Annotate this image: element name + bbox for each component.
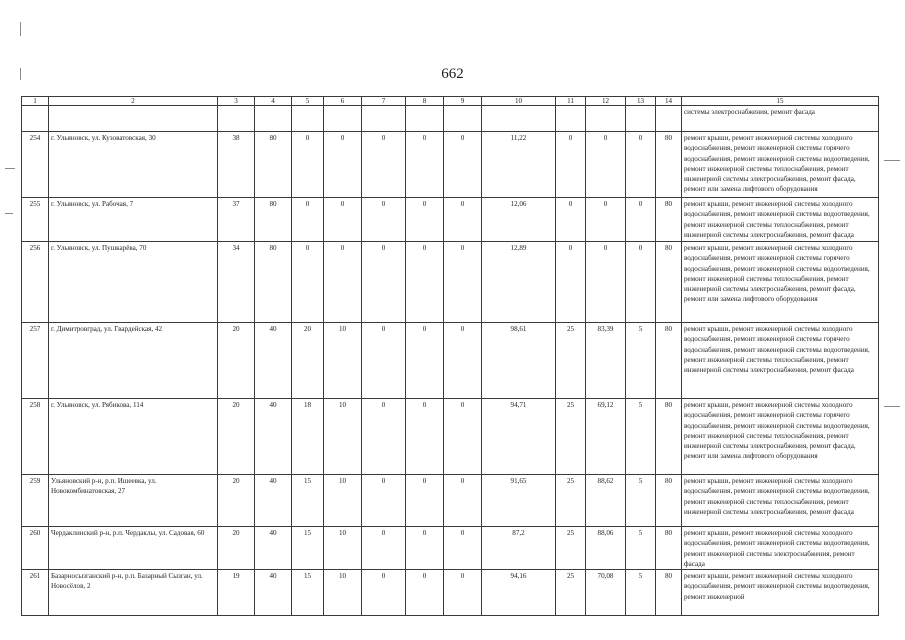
address-cell: г. Димитровград, ул. Гвардейская, 42 — [49, 323, 218, 399]
value-cell: 0 — [292, 198, 324, 242]
column-header: 15 — [682, 97, 879, 106]
table-row — [22, 399, 879, 475]
registry-table — [21, 96, 879, 616]
value-cell: 0 — [362, 242, 406, 323]
value-cell: 0 — [292, 242, 324, 323]
page-number: 662 — [441, 66, 464, 82]
value-cell: 0 — [444, 475, 482, 527]
value-cell: 94,16 — [482, 570, 556, 616]
value-cell: 10 — [324, 570, 362, 616]
value-cell: 15 — [292, 527, 324, 570]
value-cell: 40 — [255, 323, 292, 399]
value-cell: 80 — [255, 132, 292, 198]
address-cell: Ульяновский р-н, р.п. Ишеевка, ул. Новокомбинатовская, 27 — [49, 475, 218, 527]
works-cell: ремонт крыши, ремонт инженерной системы холодного водоснабжения, ремонт инженерной системы горячего водоснабжения, ремонт инженерной системы водоотведения, ремонт инженерной системы теплоснабжения, ремонт инженерной системы электроснабжения, ремонт фасада — [682, 323, 879, 399]
value-cell: 40 — [255, 475, 292, 527]
column-header: 5 — [292, 97, 324, 106]
value-cell: 88,06 — [586, 527, 626, 570]
address-cell: г. Ульяновск, ул. Пушкарёва, 70 — [49, 242, 218, 323]
value-cell: 0 — [556, 198, 586, 242]
column-header: 4 — [255, 97, 292, 106]
value-cell: 69,12 — [586, 399, 626, 475]
table-row — [22, 527, 879, 570]
value-cell: 5 — [626, 399, 656, 475]
works-cell: системы электроснабжения, ремонт фасада — [682, 106, 879, 132]
column-header: 7 — [362, 97, 406, 106]
value-cell: 15 — [292, 570, 324, 616]
scan-artifact — [20, 22, 21, 36]
value-cell: 40 — [255, 399, 292, 475]
value-cell: 34 — [218, 242, 255, 323]
value-cell: 0 — [444, 527, 482, 570]
value-cell: 10 — [324, 527, 362, 570]
value-cell: 0 — [324, 198, 362, 242]
works-cell: ремонт крыши, ремонт инженерной системы холодного водоснабжения, ремонт инженерной системы горячего водоснабжения, ремонт инженерной системы водоотведения, ремонт инженерной системы теплоснабжения, ремонт инженерной системы электроснабжения, ремонт фасада, ремонт или замена лифтового оборудования — [682, 242, 879, 323]
value-cell: 25 — [556, 527, 586, 570]
value-cell: 0 — [626, 132, 656, 198]
table-row — [22, 242, 879, 323]
table-row — [22, 475, 879, 527]
scan-artifact — [5, 213, 13, 214]
value-cell: 0 — [406, 242, 444, 323]
value-cell: 0 — [586, 198, 626, 242]
value-cell: 0 — [406, 132, 444, 198]
column-header: 11 — [556, 97, 586, 106]
address-cell: г. Ульяновск, ул. Кузоватовская, 30 — [49, 132, 218, 198]
row-number-cell: 256 — [22, 242, 49, 323]
value-cell: 0 — [406, 399, 444, 475]
value-cell: 0 — [444, 242, 482, 323]
value-cell: 5 — [626, 527, 656, 570]
value-cell: 0 — [406, 323, 444, 399]
value-cell: 80 — [656, 198, 682, 242]
value-cell: 0 — [362, 399, 406, 475]
value-cell: 5 — [626, 570, 656, 616]
value-cell: 0 — [444, 570, 482, 616]
value-cell: 80 — [656, 527, 682, 570]
value-cell: 0 — [556, 242, 586, 323]
value-cell: 70,08 — [586, 570, 626, 616]
row-number-cell: 255 — [22, 198, 49, 242]
value-cell: 20 — [218, 475, 255, 527]
row-number-cell: 254 — [22, 132, 49, 198]
row-number-cell: 258 — [22, 399, 49, 475]
registry-rows — [22, 132, 879, 616]
table-row — [22, 570, 879, 616]
value-cell: 20 — [218, 399, 255, 475]
value-cell: 80 — [656, 475, 682, 527]
works-cell: ремонт крыши, ремонт инженерной системы холодного водоснабжения, ремонт инженерной системы водоотведения, ремонт инженерной системы электроснабжения, ремонт фасада — [682, 527, 879, 570]
column-header: 13 — [626, 97, 656, 106]
value-cell: 0 — [362, 132, 406, 198]
value-cell: 20 — [292, 323, 324, 399]
value-cell: 0 — [324, 242, 362, 323]
column-header: 3 — [218, 97, 255, 106]
value-cell: 80 — [656, 570, 682, 616]
value-cell: 0 — [406, 527, 444, 570]
value-cell: 10 — [324, 475, 362, 527]
value-cell: 98,61 — [482, 323, 556, 399]
value-cell: 25 — [556, 399, 586, 475]
value-cell: 0 — [362, 198, 406, 242]
row-number-cell: 261 — [22, 570, 49, 616]
value-cell: 15 — [292, 475, 324, 527]
value-cell: 80 — [656, 323, 682, 399]
value-cell: 0 — [362, 570, 406, 616]
column-header: 2 — [49, 97, 218, 106]
value-cell: 40 — [255, 527, 292, 570]
value-cell: 0 — [444, 399, 482, 475]
value-cell: 0 — [292, 132, 324, 198]
value-cell: 0 — [406, 475, 444, 527]
value-cell: 0 — [626, 198, 656, 242]
column-number-row — [22, 97, 879, 106]
value-cell: 0 — [362, 527, 406, 570]
address-cell: г. Ульяновск, ул. Рябикова, 114 — [49, 399, 218, 475]
value-cell: 80 — [656, 132, 682, 198]
column-header: 10 — [482, 97, 556, 106]
value-cell: 87,2 — [482, 527, 556, 570]
column-header: 12 — [586, 97, 626, 106]
value-cell: 10 — [324, 399, 362, 475]
value-cell: 18 — [292, 399, 324, 475]
works-cell: ремонт крыши, ремонт инженерной системы холодного водоснабжения, ремонт инженерной системы водоотведения, ремонт инженерной системы теплоснабжения, ремонт инженерной системы электроснабжения, ремонт фасада — [682, 475, 879, 527]
value-cell: 94,71 — [482, 399, 556, 475]
value-cell: 40 — [255, 570, 292, 616]
value-cell: 80 — [255, 198, 292, 242]
value-cell: 20 — [218, 323, 255, 399]
table-row — [22, 132, 879, 198]
value-cell: 11,22 — [482, 132, 556, 198]
value-cell: 0 — [586, 132, 626, 198]
address-cell: Чердаклинский р-н, р.п. Чердаклы, ул. Садовая, 60 — [49, 527, 218, 570]
value-cell: 80 — [255, 242, 292, 323]
column-header: 1 — [22, 97, 49, 106]
address-cell: г. Ульяновск, ул. Рабочая, 7 — [49, 198, 218, 242]
works-cell: ремонт крыши, ремонт инженерной системы холодного водоснабжения, ремонт инженерной системы горячего водоснабжения, ремонт инженерной системы водоотведения, ремонт инженерной системы теплоснабжения, ремонт инженерной системы электроснабжения, ремонт фасада, ремонт или замена лифтового оборудования — [682, 132, 879, 198]
works-cell: ремонт крыши, ремонт инженерной системы холодного водоснабжения, ремонт инженерной системы горячего водоснабжения, ремонт инженерной системы водоотведения, ремонт инженерной системы теплоснабжения, ремонт инженерной системы электроснабжения, ремонт фасада, ремонт или замена лифтового оборудования — [682, 399, 879, 475]
address-cell: Базарносызганский р-н, р.п. Базарный Сызган, ул. Новосёлов, 2 — [49, 570, 218, 616]
value-cell: 80 — [656, 399, 682, 475]
value-cell: 20 — [218, 527, 255, 570]
table-row — [22, 198, 879, 242]
value-cell: 88,62 — [586, 475, 626, 527]
value-cell: 25 — [556, 475, 586, 527]
value-cell: 0 — [586, 242, 626, 323]
value-cell: 19 — [218, 570, 255, 616]
value-cell: 0 — [406, 198, 444, 242]
row-number-cell: 257 — [22, 323, 49, 399]
column-header: 14 — [656, 97, 682, 106]
value-cell: 0 — [444, 132, 482, 198]
value-cell: 83,39 — [586, 323, 626, 399]
value-cell: 5 — [626, 323, 656, 399]
value-cell: 12,06 — [482, 198, 556, 242]
value-cell: 0 — [362, 323, 406, 399]
row-number-cell: 260 — [22, 527, 49, 570]
value-cell: 12,89 — [482, 242, 556, 323]
value-cell: 0 — [556, 132, 586, 198]
column-header: 9 — [444, 97, 482, 106]
value-cell: 0 — [362, 475, 406, 527]
value-cell: 0 — [444, 323, 482, 399]
value-cell: 0 — [406, 570, 444, 616]
value-cell: 91,65 — [482, 475, 556, 527]
value-cell: 38 — [218, 132, 255, 198]
column-header: 6 — [324, 97, 362, 106]
value-cell: 25 — [556, 323, 586, 399]
value-cell: 0 — [444, 198, 482, 242]
column-header: 8 — [406, 97, 444, 106]
value-cell: 0 — [626, 242, 656, 323]
works-cell: ремонт крыши, ремонт инженерной системы холодного водоснабжения, ремонт инженерной системы водоотведения, ремонт инженерной системы теплоснабжения, ремонт инженерной системы электроснабжения, ремонт фасада — [682, 198, 879, 242]
scan-artifact — [884, 160, 900, 161]
value-cell: 25 — [556, 570, 586, 616]
value-cell: 5 — [626, 475, 656, 527]
continuation-row — [22, 106, 879, 132]
value-cell: 10 — [324, 323, 362, 399]
value-cell: 0 — [324, 132, 362, 198]
table-row — [22, 323, 879, 399]
scan-artifact — [884, 406, 900, 407]
row-number-cell: 259 — [22, 475, 49, 527]
scan-artifact — [5, 168, 15, 169]
works-cell: ремонт крыши, ремонт инженерной системы холодного водоснабжения, ремонт инженерной системы водоотведения, ремонт инженерной — [682, 570, 879, 616]
value-cell: 37 — [218, 198, 255, 242]
value-cell: 80 — [656, 242, 682, 323]
